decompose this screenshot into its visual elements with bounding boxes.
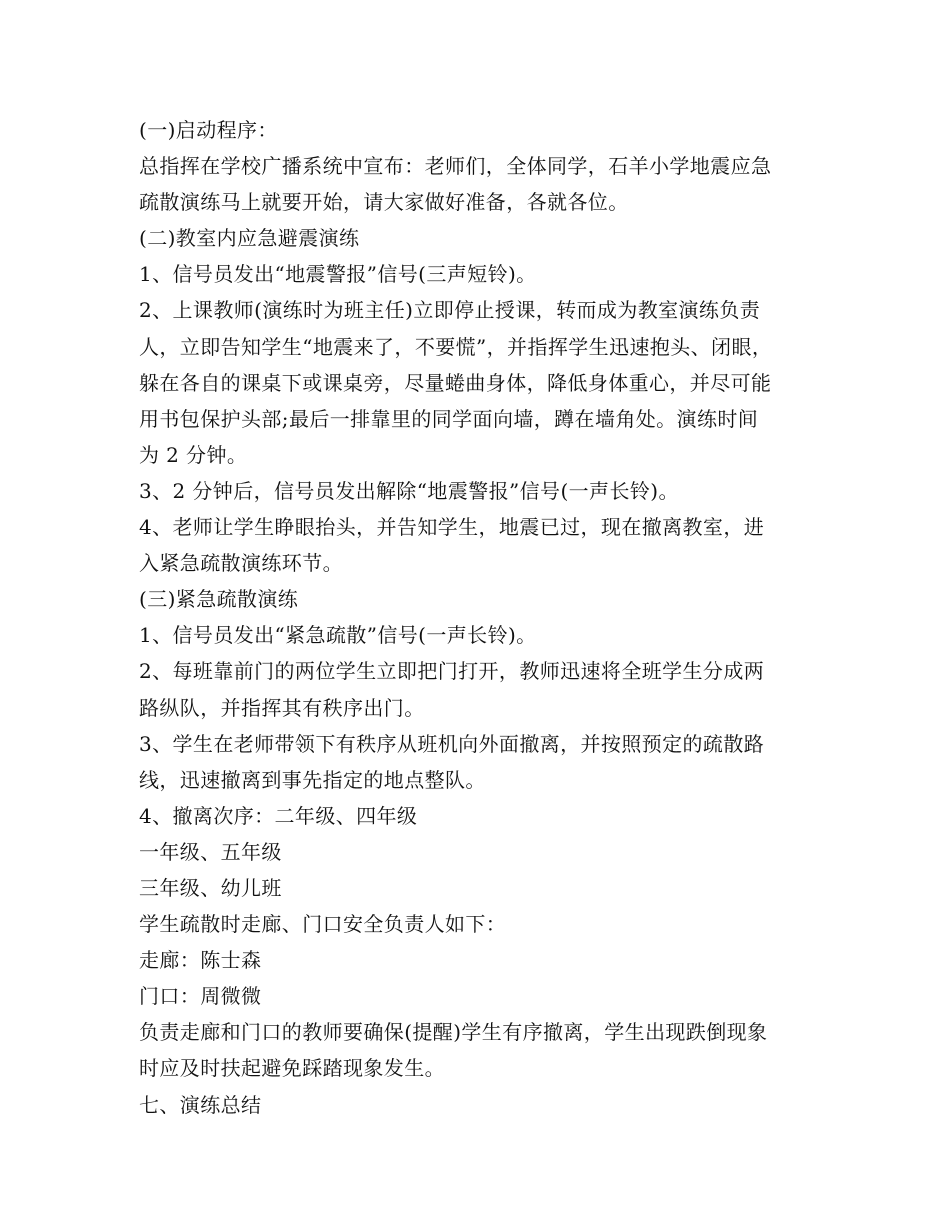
body-line: 路纵队，并指挥其有秩序出门。	[139, 695, 425, 720]
body-line: 1、信号员发出“地震警报”信号(三声短铃)。	[139, 262, 537, 287]
body-line: 为 2 分钟。	[139, 442, 248, 467]
body-line: 躲在各自的课桌下或课桌旁，尽量蜷曲身体，降低身体重心，并尽可能	[139, 370, 772, 395]
document-body	[139, 112, 829, 1123]
body-line: 用书包保护头部;最后一排靠里的同学面向墙，蹲在墙角处。演练时间	[139, 406, 759, 431]
body-line: 人，立即告知学生“地震来了，不要慌”，并指挥学生迅速抱头、闭眼，	[139, 334, 773, 359]
body-line: 4、撤离次序：二年级、四年级	[139, 803, 418, 828]
body-line: 2、每班靠前门的两位学生立即把门打开，教师迅速将全班学生分成两	[139, 659, 765, 684]
section-heading-summary: 七、演练总结	[139, 1092, 262, 1117]
body-line: 一年级、五年级	[139, 839, 282, 864]
body-line: 3、2 分钟后，信号员发出解除“地震警报”信号(一声长铃)。	[139, 478, 679, 503]
body-line: 4、老师让学生睁眼抬头，并告知学生，地震已过，现在撤离教室，进	[139, 515, 765, 540]
body-line: 疏散演练马上就要开始，请大家做好准备，各就各位。	[139, 190, 629, 215]
body-line: 负责走廊和门口的教师要确保(提醒)学生有序撤离，学生出现跌倒现象	[139, 1020, 768, 1045]
body-line: 门口：周微微	[139, 984, 262, 1009]
body-line: 3、学生在老师带领下有秩序从班机向外面撤离，并按照预定的疏散路	[139, 731, 765, 756]
body-line: 线，迅速撤离到事先指定的地点整队。	[139, 767, 486, 792]
section-heading-evacuation-drill: (三)紧急疏散演练	[139, 587, 299, 612]
body-line: 时应及时扶起避免踩踏现象发生。	[139, 1056, 445, 1081]
body-line: 总指挥在学校广播系统中宣布：老师们，全体同学，石羊小学地震应急	[139, 154, 772, 179]
body-line: 三年级、幼儿班	[139, 875, 282, 900]
body-line: 2、上课教师(演练时为班主任)立即停止授课，转而成为教室演练负责	[139, 298, 761, 323]
section-heading-startup: (一)启动程序：	[139, 118, 278, 142]
body-line: 1、信号员发出“紧急疏散”信号(一声长铃)。	[139, 623, 537, 648]
body-line: 入紧急疏散演练环节。	[139, 551, 343, 576]
body-line: 学生疏散时走廊、门口安全负责人如下：	[139, 912, 507, 937]
section-heading-classroom-drill: (二)教室内应急避震演练	[139, 226, 360, 251]
body-line: 走廊：陈士森	[139, 948, 262, 973]
